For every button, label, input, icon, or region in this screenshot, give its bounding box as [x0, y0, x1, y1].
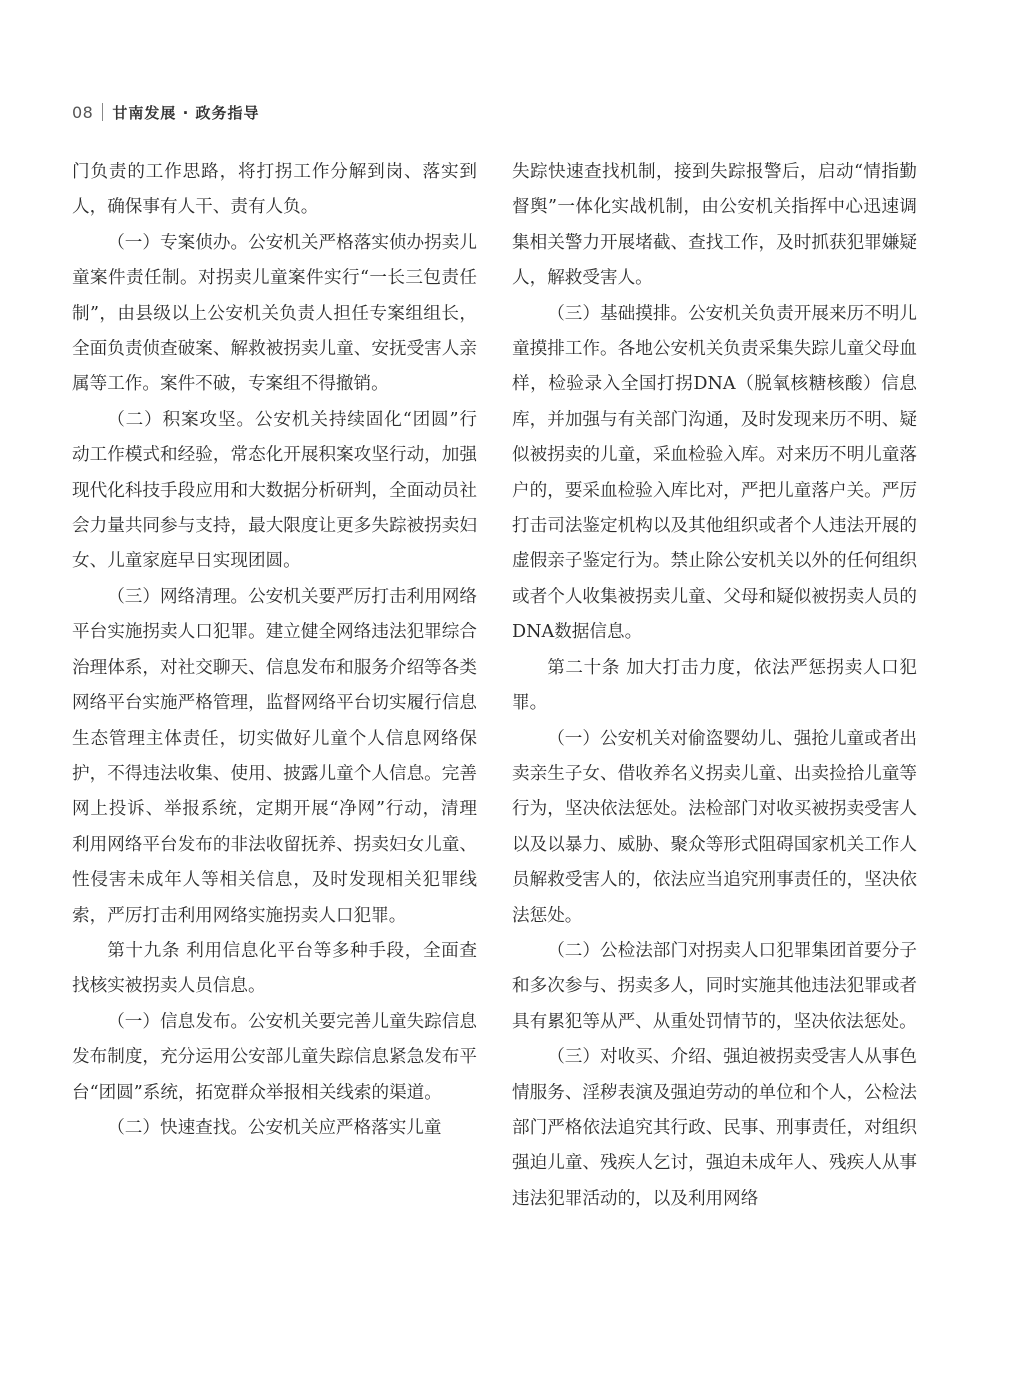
article-heading-paragraph: 第二十条 加大打击力度，依法严惩拐卖人口犯罪。 — [512, 657, 917, 714]
paragraph: 门负责的工作思路，将打拐工作分解到岗、落实到人，确保事有人干、责有人负。 — [72, 162, 477, 218]
right-column — [512, 155, 917, 1217]
page-header — [72, 100, 260, 124]
paragraph: （二）快速查找。公安机关应严格落实儿童 — [107, 1117, 442, 1138]
article-heading-paragraph: 第十九条 利用信息化平台等多种手段，全面查找核实被拐卖人员信息。 — [72, 940, 477, 997]
paragraph: （一）公安机关对偷盗婴幼儿、强抢儿童或者出卖亲生子女、借收养名义拐卖儿童、出卖捡拾儿童等行为，坚决依法惩处。法检部门对收买被拐卖受害人以及以暴力、威胁、聚众等形式阻碍国家机关工作人员解救受害人的，依法应当追究刑事责任的，坚决依法惩处。 — [512, 728, 917, 926]
page-number: 08 — [72, 102, 94, 122]
paragraph: （二）积案攻坚。公安机关持续固化“团圆”行动工作模式和经验，常态化开展积案攻坚行动，加强现代化科技手段应用和大数据分析研判，全面动员社会力量共同参与支持，最大限度让更多失踪被拐卖妇女、儿童家庭早日实现团圆。 — [72, 409, 477, 572]
paragraph: （二）公检法部门对拐卖人口犯罪集团首要分子和多次参与、拐卖多人，同时实施其他违法犯罪或者具有累犯等从严、从重处罚情节的，坚决依法惩处。 — [512, 940, 917, 1032]
header-divider — [102, 103, 103, 121]
paragraph: （一）信息发布。公安机关要完善儿童失踪信息发布制度，充分运用公安部儿童失踪信息紧急发布平台“团圆”系统，拓宽群众举报相关线索的渠道。 — [72, 1011, 477, 1103]
magazine-title: 甘南发展 · 政务指导 — [112, 103, 260, 122]
paragraph: （三）对收买、介绍、强迫被拐卖受害人从事色情服务、淫秽表演及强迫劳动的单位和个人，公检法部门严格依法追究其行政、民事、刑事责任，对组织强迫儿童、残疾人乞讨，强迫未成年人、残疾人从事违法犯罪活动的，以及利用网络 — [512, 1047, 917, 1209]
paragraph: 失踪快速查找机制，接到失踪报警后，启动“情指勤督舆”一体化实战机制，由公安机关指挥中心迅速调集相关警力开展堵截、查找工作，及时抓获犯罪嫌疑人，解救受害人。 — [512, 162, 917, 289]
paragraph: （三）网络清理。公安机关要严厉打击利用网络平台实施拐卖人口犯罪。建立健全网络违法犯罪综合治理体系，对社交聊天、信息发布和服务介绍等各类网络平台实施严格管理，监督网络平台切实履行信息生态管理主体责任，切实做好儿童个人信息网络保护，不得违法收集、使用、披露儿童个人信息。完善网上投诉、举报系统，定期开展“净网”行动，清理利用网络平台发布的非法收留抚养、拐卖妇女儿童、性侵害未成年人等相关信息，及时发现相关犯罪线索，严厉打击利用网络实施拐卖人口犯罪。 — [72, 586, 477, 926]
paragraph: （一）专案侦办。公安机关严格落实侦办拐卖儿童案件责任制。对拐卖儿童案件实行“一长三包责任制”，由县级以上公安机关负责人担任专案组组长，全面负责侦查破案、解救被拐卖儿童、安抚受害人亲属等工作。案件不破，专案组不得撤销。 — [72, 232, 477, 395]
paragraph: （三）基础摸排。公安机关负责开展来历不明儿童摸排工作。各地公安机关负责采集失踪儿童父母血样，检验录入全国打拐DNA（脱氧核糖核酸）信息库，并加强与有关部门沟通，及时发现来历不明、疑似被拐卖的儿童，采血检验入库。对来历不明儿童落户的，要采血检验入库比对，严把儿童落户关。严厉打击司法鉴定机构以及其他组织或者个人违法开展的虚假亲子鉴定行为。禁止除公安机关以外的任何组织或者个人收集被拐卖儿童、父母和疑似被拐卖人员的DNA数据信息。 — [512, 303, 917, 643]
left-column — [72, 155, 477, 1146]
